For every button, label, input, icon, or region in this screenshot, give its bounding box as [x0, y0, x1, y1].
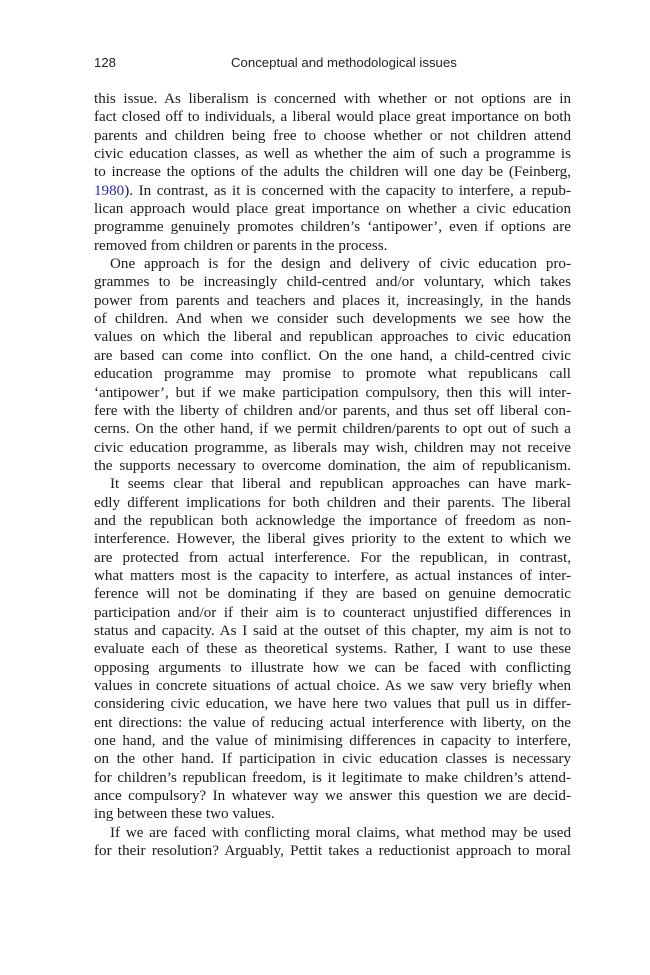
- text-line: It seems clear that liberal and republican approaches can have mark-: [110, 476, 571, 493]
- text-line: opposing arguments to illustrate how we can be faced with conflicting: [94, 659, 571, 676]
- text-line: what matters most is the capacity to interfere, as actual instances of inter-: [94, 567, 571, 584]
- text-line: ference will not be dominating if they are based on genuine democratic: [94, 586, 571, 603]
- text-line: ing between these two values.: [94, 806, 275, 823]
- running-title: Conceptual and methodological issues: [231, 55, 457, 70]
- text-line: on the other hand. If participation in civic education classes is necessary: [94, 751, 571, 768]
- citation-link-feinberg-1980[interactable]: 1980: [94, 182, 125, 199]
- text-line: fact closed off to individuals, a liberal would place great importance on both: [94, 109, 571, 126]
- text-line: If we are faced with conflicting moral claims, what method may be used: [110, 824, 571, 841]
- text-line: ance compulsory? In whatever way we answer this question we are decid-: [94, 788, 571, 805]
- text-line: power from parents and teachers and places it, increasingly, in the hands: [94, 292, 571, 309]
- text-line: are protected from actual interference. For the republican, in contrast,: [94, 549, 571, 566]
- text-line: grammes to be increasingly child-centred and/or voluntary, which takes: [94, 274, 571, 291]
- text-fragment: ). In contrast, as it is concerned with the capacity to interfere, a repub-: [124, 182, 571, 199]
- text-line: interference. However, the liberal gives priority to the extent to which we: [94, 531, 571, 548]
- text-line: programme genuinely promotes children’s ‘antipower’, even if options are: [94, 219, 571, 236]
- text-line: for children’s republican freedom, is it legitimate to make children’s attend-: [94, 769, 571, 786]
- text-line: evaluate each of these as theoretical systems. Rather, I want to use these: [94, 641, 571, 658]
- running-header: [94, 55, 571, 75]
- page-number: 128: [94, 55, 117, 70]
- text-line: civic education programme, as liberals may wish, children may not receive: [94, 439, 571, 456]
- text-line: edly different implications for both children and their parents. The liberal: [94, 494, 571, 511]
- text-line: lican approach would place great importance on whether a civic education: [94, 201, 571, 218]
- text-line: One approach is for the design and delivery of civic education pro-: [110, 256, 571, 273]
- text-line: education programme may promise to promote what republicans call: [94, 366, 571, 383]
- paragraph-2: [94, 255, 571, 475]
- body-text: [94, 90, 571, 860]
- text-line: and the republican both acknowledge the importance of freedom as non-: [94, 512, 571, 529]
- text-line: removed from children or parents in the process.: [94, 237, 388, 254]
- text-line: ‘antipower’, but if we make participation compulsory, then this will inter-: [94, 384, 571, 401]
- paragraph-3: [94, 475, 571, 824]
- text-line: parents and children being free to choose whether or not children attend: [94, 127, 571, 144]
- text-line: one hand, and the value of minimising differences in capacity to interfere,: [94, 733, 571, 750]
- text-line: participation and/or if their aim is to counteract unjustified differences in: [94, 604, 571, 621]
- text-line: ent directions: the value of reducing actual interference with liberty, on the: [94, 714, 571, 731]
- text-line: civic education classes, as well as whether the aim of such a programme is: [94, 146, 571, 163]
- text-line: for their resolution? Arguably, Pettit takes a reductionist approach to moral: [94, 843, 571, 860]
- text-line: considering civic education, we have here two values that pull us in differ-: [94, 696, 571, 713]
- text-line: this issue. As liberalism is concerned with whether or not options are in: [94, 91, 571, 107]
- text-line: values on which the liberal and republican approaches to civic education: [94, 329, 571, 346]
- paragraph-4: [94, 824, 571, 861]
- text-line: cerns. On the other hand, if we permit children/parents to opt out of such a: [94, 421, 571, 438]
- text-line: to increase the options of the adults the children will one day be (Feinberg,: [94, 164, 571, 181]
- text-line: the supports necessary to overcome domination, the aim of republicanism.: [94, 457, 571, 474]
- paragraph-1: [94, 90, 571, 255]
- text-line: of children. And when we consider such developments we see how the: [94, 311, 571, 328]
- text-line: status and capacity. As I said at the outset of this chapter, my aim is not to: [94, 622, 571, 639]
- text-line-with-citation: [94, 182, 571, 200]
- text-line: values in concrete situations of actual choice. As we saw very briefly when: [94, 678, 571, 694]
- text-line: are based can come into conflict. On the one hand, a child-centred civic: [94, 347, 571, 364]
- text-line: fere with the liberty of children and/or parents, and thus set off liberal con-: [94, 402, 571, 419]
